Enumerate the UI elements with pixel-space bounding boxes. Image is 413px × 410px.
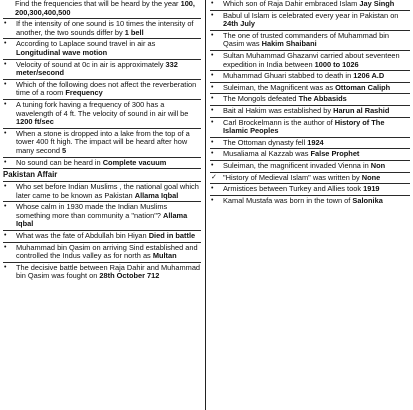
list-item	[210, 12, 410, 29]
bullet-icon: •	[211, 11, 214, 19]
question-text: The decisive battle between Raja Dahir and Muhammad bin Qasim was fought on	[16, 262, 201, 281]
question-text: Find the frequencies that will be heard by the year	[15, 0, 179, 8]
check-mark-icon: ✓	[211, 173, 217, 181]
list-item	[210, 162, 410, 171]
divider	[3, 168, 201, 169]
bullet-icon: •	[4, 100, 7, 108]
answer-text: 5	[62, 145, 67, 155]
list-item	[3, 264, 201, 281]
list-item	[3, 232, 201, 241]
list-item	[210, 84, 410, 93]
question-text: Carl Brockelmann is the author of	[223, 117, 333, 127]
list-item	[3, 61, 201, 78]
list-item	[3, 244, 201, 261]
question-text: A tuning fork having a frequency of 300 has a wavelength of 4 ft. The velocity of sound in air will be	[16, 99, 189, 118]
bullet-icon: •	[4, 158, 7, 166]
list-item	[210, 52, 410, 69]
answer-text: Ottoman Caliph	[335, 82, 391, 92]
answer-text: 28th October 712	[99, 271, 160, 281]
answer-text: Multan	[152, 251, 177, 261]
answer-text: Allama Iqbal	[16, 210, 188, 229]
right-column	[210, 0, 410, 206]
list-item	[210, 119, 410, 136]
list-item	[210, 107, 410, 116]
question-text: The Ottoman dynasty fell	[223, 137, 306, 147]
list-item	[210, 185, 410, 194]
answer-text: History of The Islamic Peoples	[223, 117, 385, 136]
bullet-icon: •	[211, 0, 214, 7]
answer-text: Died in battle	[148, 231, 196, 241]
bullet-icon: •	[211, 118, 214, 126]
answer-text: 1000 to 1026	[314, 59, 359, 69]
bullet-icon: •	[4, 129, 7, 137]
answer-text: 1200 ft/sec	[16, 117, 54, 127]
list-item	[3, 159, 201, 168]
bullet-icon: •	[211, 106, 214, 114]
question-text: Musaliama al Kazzab was	[223, 149, 309, 159]
list-item	[210, 197, 410, 206]
list-item	[3, 203, 201, 229]
question-text: When a stone is dropped into a lake from the top of a tower 400 ft high. The impact will be heard after how many second	[16, 128, 190, 155]
question-text: Kamal Mustafa was born in the town of	[223, 195, 351, 205]
question-text: Suleiman, the Magnificent was as	[223, 82, 334, 92]
bullet-icon: •	[211, 196, 214, 204]
list-item	[3, 0, 201, 17]
bullet-icon: •	[211, 185, 214, 193]
question-text: The Mongols defeated	[223, 94, 297, 104]
bullet-icon: •	[4, 183, 7, 191]
answer-text: 332 meter/second	[16, 59, 178, 78]
answer-text: Salonika	[352, 195, 383, 205]
question-text: What was the fate of Abdullah bin Hiyan	[16, 231, 147, 241]
list-item	[3, 183, 201, 200]
bullet-icon: •	[4, 263, 7, 271]
question-text: No sound can be heard in	[16, 157, 101, 167]
question-text: Muhammad bin Qasim on arriving Sind established and controlled the Indus valley as for north as	[16, 242, 198, 261]
answer-text: False Prophet	[310, 149, 360, 159]
answer-text: Non	[370, 160, 386, 170]
question-text: Who set before Indian Muslims , the national goal which later came to be known as Pakistan	[16, 182, 199, 200]
list-item	[210, 139, 410, 148]
list-item	[210, 32, 410, 49]
list-item	[3, 101, 201, 127]
answer-text: 1206 A.D	[353, 71, 385, 81]
question-text: Bait al Hakim was established by	[223, 105, 332, 115]
question-text: The one of trusted commanders of Muhammad bin Qasim was	[223, 30, 389, 49]
answer-text: 24th July	[223, 19, 256, 29]
bullet-icon: •	[4, 20, 7, 28]
list-item	[3, 130, 201, 156]
question-text: Sultan Muhammad Ghazanvi carried about seventeen expedition in India between	[223, 50, 400, 69]
answer-text: 1924	[307, 137, 324, 147]
list-item	[3, 81, 201, 98]
answer-text: None	[361, 172, 381, 182]
answer-text: Frequency	[65, 88, 103, 98]
bullet-icon: •	[211, 83, 214, 91]
question-text: Suleiman, the magnificent invaded Vienna in	[223, 160, 369, 170]
answer-text: Complete vacuum	[102, 157, 167, 167]
question-text: Armistices between Turkey and Allies took	[223, 184, 362, 194]
answer-text: Longitudinal wave motion	[16, 47, 108, 57]
answer-text: Harun al Rashid	[333, 105, 390, 115]
question-text: Babul ul Islam is celebrated every year in Pakistan on	[223, 10, 399, 20]
question-text: If the intensity of one sound is 10 times the intensity of another, the two sounds differ by	[16, 19, 194, 37]
question-text: "History of Medieval Islam" was written by	[223, 172, 360, 182]
bullet-icon: •	[4, 40, 7, 48]
question-text: Which son of Raja Dahir embraced Islam	[223, 0, 358, 8]
question-text: Which of the following does not affect the reverberation time of a room	[16, 79, 197, 98]
bullet-icon: •	[211, 150, 214, 158]
left-column	[3, 0, 201, 282]
bullet-icon: •	[211, 138, 214, 146]
section-title: Pakistan Affair	[3, 170, 58, 180]
question-text: According to Laplace sound travel in air as	[16, 39, 156, 49]
bullet-icon: •	[4, 60, 7, 68]
bullet-icon: •	[211, 161, 214, 169]
list-item	[3, 20, 201, 37]
list-item	[210, 72, 410, 81]
bullet-icon: •	[211, 72, 214, 80]
answer-text: Hakim Shaibani	[261, 39, 317, 49]
answer-text: Allama Iqbal	[134, 190, 179, 200]
answer-text: 100, 200,300,400,500	[15, 0, 195, 17]
bullet-icon: •	[4, 80, 7, 88]
bullet-icon: •	[211, 95, 214, 103]
bullet-icon: •	[4, 203, 7, 211]
answer-text: 1 bell	[124, 27, 144, 37]
list-item	[3, 40, 201, 57]
bullet-icon: •	[211, 51, 214, 59]
list-item	[210, 174, 410, 183]
question-text: Muhammad Ghuari stabbed to death in	[223, 71, 352, 81]
column-divider	[205, 0, 206, 410]
answer-text: Jay Singh	[359, 0, 395, 8]
list-item	[210, 0, 410, 9]
bullet-icon: •	[4, 243, 7, 251]
list-item	[210, 95, 410, 104]
bullet-icon: •	[4, 232, 7, 240]
list-item	[210, 150, 410, 159]
bullet-icon: •	[211, 31, 214, 39]
answer-text: The Abbasids	[298, 94, 347, 104]
answer-text: 1919	[363, 184, 380, 194]
question-text: Velocity of sound at 0c in air is approximately	[16, 59, 164, 69]
question-text: Whose calm in 1930 made the Indian Muslims something more than community a "nation"?	[16, 202, 168, 220]
